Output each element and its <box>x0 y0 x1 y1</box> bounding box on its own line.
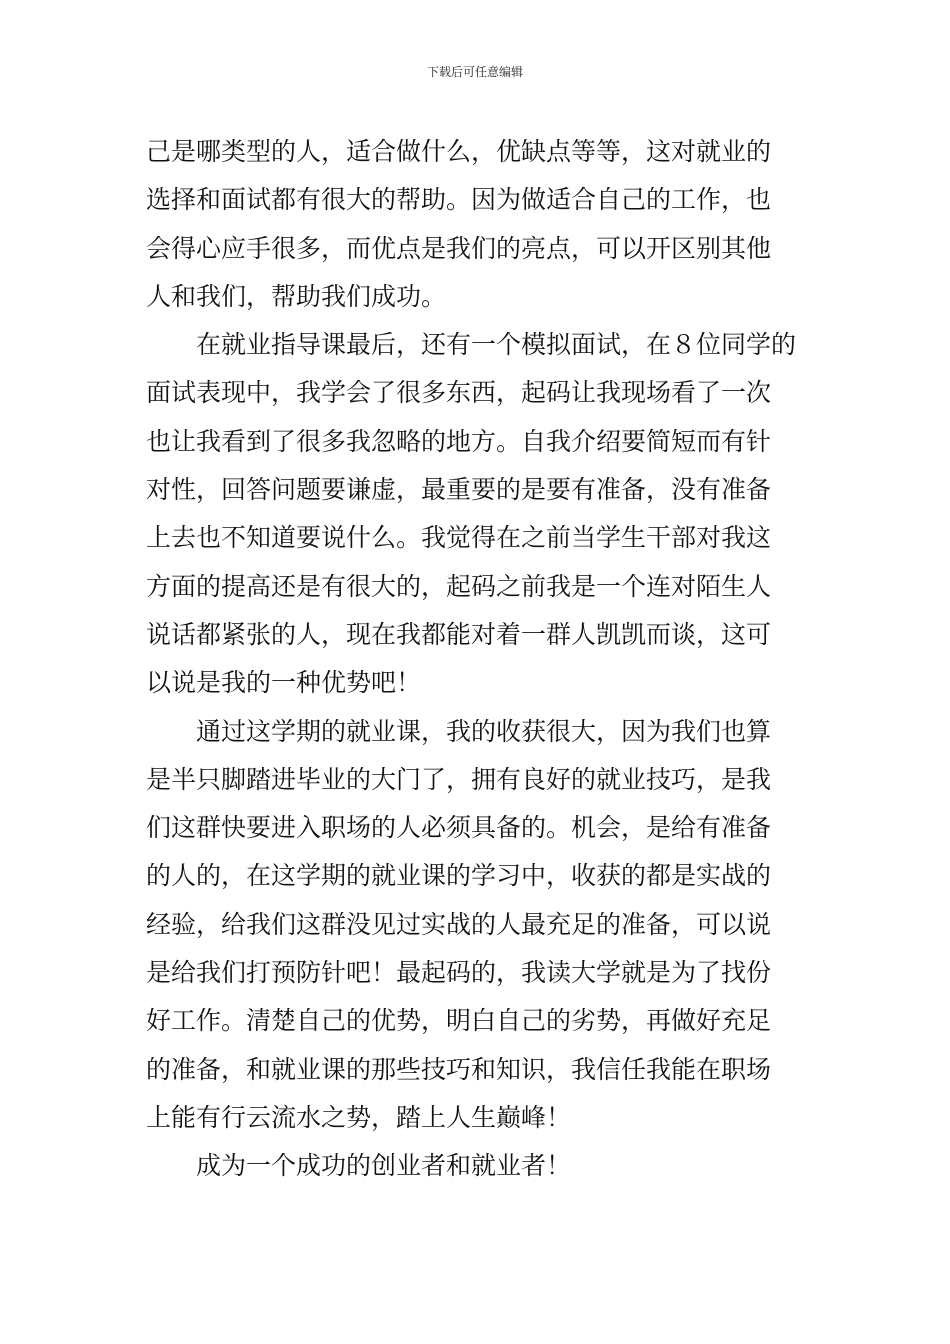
paragraph <box>146 128 816 321</box>
text-line: 在就业指导课最后，还有一个模拟面试，在８位同学的 <box>196 330 797 360</box>
text-line: 面试表现中，我学会了很多东西，起码让我现场看了一次 <box>146 378 772 408</box>
text-line: 会得心应手很多，而优点是我们的亮点，可以开区别其他 <box>146 233 772 263</box>
text-line: 上去也不知道要说什么。我觉得在之前当学生干部对我这 <box>146 523 772 553</box>
text-line: 人和我们，帮助我们成功。 <box>146 281 447 311</box>
text-line: 成为一个成功的创业者和就业者！ <box>196 1151 572 1181</box>
paragraph <box>146 1142 816 1190</box>
text-line: 上能有行云流水之势，踏上人生巅峰！ <box>146 1102 572 1132</box>
text-line: 通过这学期的就业课，我的收获很大，因为我们也算 <box>196 716 772 746</box>
text-line: 对性，回答问题要谦虚，最重要的是要有准备，没有准备 <box>146 475 772 505</box>
text-line: 的人的，在这学期的就业课的学习中，收获的都是实战的 <box>146 861 772 891</box>
text-line: 经验，给我们这群没见过实战的人最充足的准备，可以说 <box>146 909 772 939</box>
text-line: 是给我们打预防针吧！最起码的，我读大学就是为了找份 <box>146 958 772 988</box>
paragraph <box>146 321 816 707</box>
text-line: 己是哪类型的人，适合做什么，优缺点等等，这对就业的 <box>146 137 772 166</box>
text-line: 说话都紧张的人，现在我都能对着一群人凯凯而谈，这可 <box>146 619 772 649</box>
text-line: 好工作。清楚自己的优势，明白自己的劣势，再做好充足 <box>146 1006 772 1036</box>
page-header: 下载后可任意编辑 <box>426 65 523 79</box>
text-line: 以说是我的一种优势吧！ <box>146 668 422 698</box>
paragraph <box>146 708 816 1143</box>
text-line: 选择和面试都有很大的帮助。因为做适合自己的工作，也 <box>146 185 772 215</box>
document-body <box>146 128 816 1191</box>
text-line: 的准备，和就业课的那些技巧和知识，我信任我能在职场 <box>146 1054 772 1084</box>
text-line: 是半只脚踏进毕业的大门了，拥有良好的就业技巧，是我 <box>146 764 772 794</box>
text-line: 方面的提高还是有很大的，起码之前我是一个连对陌生人 <box>146 571 772 601</box>
text-line: 也让我看到了很多我忽略的地方。自我介绍要简短而有针 <box>146 426 772 456</box>
text-line: 们这群快要进入职场的人必须具备的。机会，是给有准备 <box>146 813 772 843</box>
